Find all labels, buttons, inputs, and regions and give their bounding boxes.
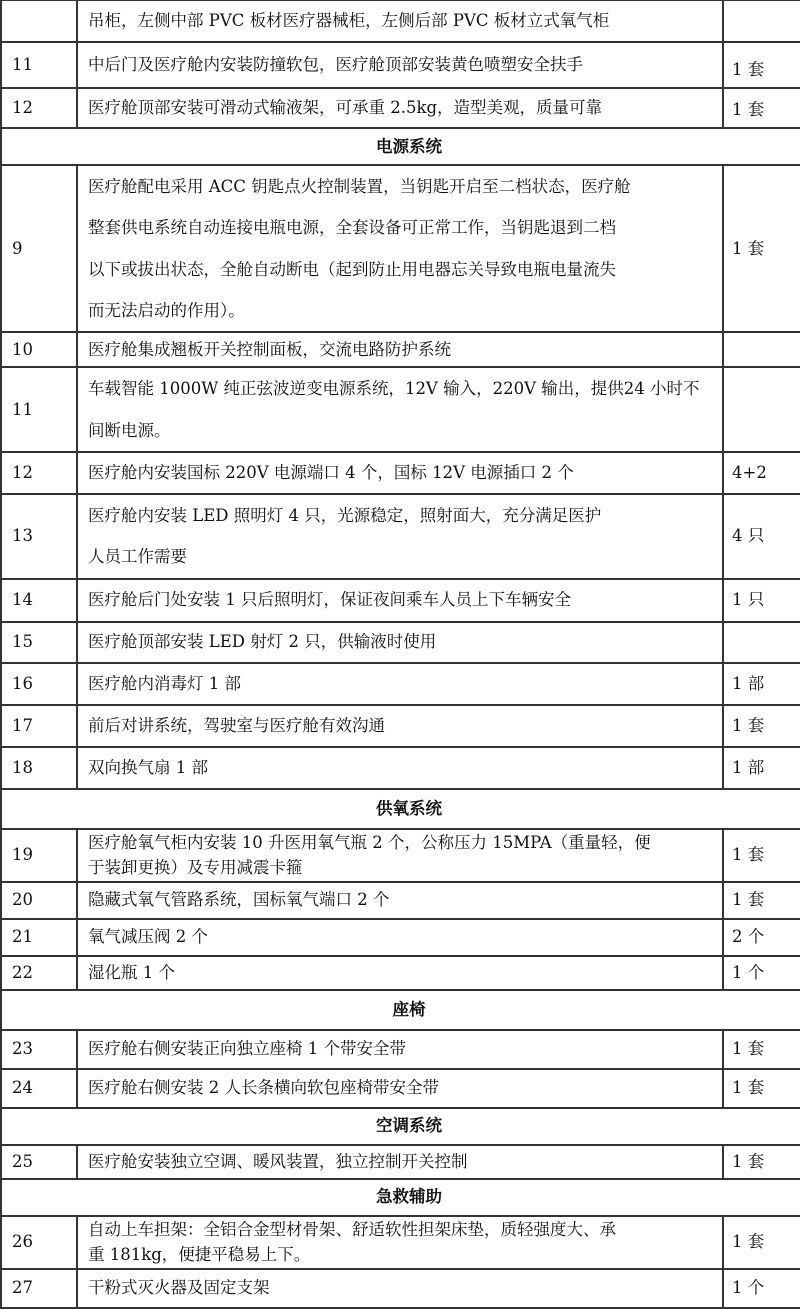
table-body <box>1 0 800 1308</box>
table-row <box>1 367 800 452</box>
item-quantity: 1 套 <box>723 1069 800 1108</box>
item-number: 25 <box>1 1145 77 1179</box>
item-quantity: 1 套 <box>723 88 800 128</box>
section-title: 空调系统 <box>1 1108 800 1145</box>
item-description <box>77 0 723 42</box>
item-number: 22 <box>1 956 77 990</box>
item-description <box>77 1269 723 1308</box>
item-quantity: 1 套 <box>723 165 800 332</box>
description-line: 中后门及医疗舱内安装防撞软包，医疗舱顶部安装黄色喷塑安全扶手 <box>88 55 583 75</box>
item-description <box>77 705 723 747</box>
description-line: 氧气减压阀 2 个 <box>88 927 208 947</box>
description-line: 医疗舱氧气柜内安装 10 升医用氧气瓶 2 个，公称压力 15MPA（重量轻，便 <box>88 832 651 852</box>
item-description <box>77 88 723 128</box>
description-line: 医疗舱顶部安装 LED 射灯 2 只，供输液时使用 <box>88 632 437 652</box>
item-number: 13 <box>1 494 77 579</box>
description-line: 医疗舱集成翘板开关控制面板，交流电路防护系统 <box>88 339 451 359</box>
description-line: 间断电源。 <box>88 420 171 440</box>
description-line: 医疗舱右侧安装 2 人长条横向软包座椅带安全带 <box>88 1078 439 1098</box>
table-row <box>1 332 800 367</box>
item-number: 20 <box>1 882 77 919</box>
description-line: 双向换气扇 1 部 <box>88 757 208 777</box>
section-title: 急救辅助 <box>1 1179 800 1216</box>
item-description <box>77 452 723 494</box>
item-quantity: 1 个 <box>723 956 800 990</box>
table-row <box>1 829 800 882</box>
item-description <box>77 494 723 579</box>
table-row <box>1 452 800 494</box>
item-description <box>77 367 723 452</box>
table-row <box>1 579 800 622</box>
item-quantity: 1 套 <box>723 705 800 747</box>
table-row <box>1 705 800 747</box>
item-number: 19 <box>1 829 77 882</box>
item-number: 23 <box>1 1030 77 1069</box>
section-header-row <box>1 1108 800 1145</box>
table-row <box>1 1145 800 1179</box>
description-line: 医疗舱右侧安装正向独立座椅 1 个带安全带 <box>88 1039 406 1059</box>
item-number: 10 <box>1 332 77 367</box>
item-description <box>77 829 723 882</box>
table-row <box>1 1269 800 1308</box>
item-quantity: 1 套 <box>723 1145 800 1179</box>
item-quantity: 1 部 <box>723 663 800 705</box>
section-header-row <box>1 789 800 829</box>
description-line: 干粉式灭火器及固定支架 <box>88 1278 270 1298</box>
description-line: 隐藏式氧气管路系统，国标氧气端口 2 个 <box>88 890 390 910</box>
table-row <box>1 0 800 42</box>
description-line: 医疗舱安装独立空调、暖风装置，独立控制开关控制 <box>88 1151 468 1171</box>
section-title: 供氧系统 <box>1 789 800 829</box>
table-row <box>1 42 800 88</box>
description-line: 自动上车担架：全铝合金型材骨架、舒适软性担架床垫，质轻强度大、承 <box>88 1219 616 1239</box>
table-row <box>1 663 800 705</box>
table-row <box>1 1030 800 1069</box>
table-row <box>1 956 800 990</box>
item-quantity: 1 只 <box>723 579 800 622</box>
item-number: 17 <box>1 705 77 747</box>
item-quantity: 4 只 <box>723 494 800 579</box>
table-row <box>1 622 800 663</box>
item-quantity: 2 个 <box>723 919 800 956</box>
item-description <box>77 165 723 332</box>
description-line: 车载智能 1000W 纯正弦波逆变电源系统，12V 输入，220V 输出，提供24 小时不 <box>88 379 700 399</box>
description-line: 前后对讲系统，驾驶室与医疗舱有效沟通 <box>88 715 385 735</box>
item-description <box>77 332 723 367</box>
section-title: 座椅 <box>1 990 800 1030</box>
description-line: 湿化瓶 1 个 <box>88 962 175 982</box>
table-row <box>1 747 800 789</box>
description-line: 医疗舱配电采用 ACC 钥匙点火控制装置，当钥匙开启至二档状态，医疗舱 <box>88 177 631 196</box>
item-number: 9 <box>1 165 77 332</box>
description-line: 而无法启动的作用）。 <box>88 300 245 320</box>
section-header-row <box>1 128 800 165</box>
description-line: 医疗舱内消毒灯 1 部 <box>88 673 241 693</box>
item-number: 24 <box>1 1069 77 1108</box>
item-quantity: 1 套 <box>723 882 800 919</box>
description-line: 医疗舱内安装 LED 照明灯 4 只，光源稳定，照射面大，充分满足医护 <box>88 506 602 525</box>
item-description <box>77 956 723 990</box>
item-number: 21 <box>1 919 77 956</box>
item-description <box>77 882 723 919</box>
description-line: 医疗舱内安装国标 220V 电源端口 4 个，国标 12V 电源插口 2 个 <box>88 463 574 483</box>
item-number: 11 <box>1 367 77 452</box>
item-description <box>77 622 723 663</box>
table-row <box>1 919 800 956</box>
section-title: 电源系统 <box>1 128 800 165</box>
item-number: 26 <box>1 1216 77 1269</box>
item-quantity <box>723 0 800 42</box>
item-quantity <box>723 622 800 663</box>
item-quantity <box>723 332 800 367</box>
item-quantity: 1 套 <box>723 1216 800 1269</box>
item-description <box>77 42 723 88</box>
table-row <box>1 494 800 579</box>
table-row <box>1 882 800 919</box>
table-row <box>1 1216 800 1269</box>
item-description <box>77 1145 723 1179</box>
item-number: 27 <box>1 1269 77 1308</box>
item-description <box>77 1069 723 1108</box>
description-line: 重 181kg，便捷平稳易上下。 <box>88 1245 311 1265</box>
description-line: 整套供电系统自动连接电瓶电源，全套设备可正常工作，当钥匙退到二档 <box>88 218 616 238</box>
item-description <box>77 663 723 705</box>
item-quantity: 1 套 <box>723 42 800 88</box>
item-description <box>77 579 723 622</box>
item-description <box>77 1030 723 1069</box>
section-header-row <box>1 990 800 1030</box>
item-number: 18 <box>1 747 77 789</box>
item-description <box>77 747 723 789</box>
table-row <box>1 1069 800 1108</box>
item-quantity <box>723 367 800 452</box>
item-quantity: 1 套 <box>723 1030 800 1069</box>
table-row <box>1 88 800 128</box>
item-quantity: 4+2 <box>723 452 800 494</box>
table-row <box>1 165 800 332</box>
item-description <box>77 1216 723 1269</box>
item-number: 12 <box>1 452 77 494</box>
description-line: 以下或拔出状态，全舱自动断电（起到防止用电器忘关导致电瓶电量流失 <box>88 259 616 279</box>
item-number <box>1 0 77 42</box>
item-quantity: 1 套 <box>723 829 800 882</box>
item-number: 15 <box>1 622 77 663</box>
section-header-row <box>1 1179 800 1216</box>
description-line: 吊柜，左侧中部 PVC 板材医疗器械柜，左侧后部 PVC 板材立式氧气柜 <box>88 11 610 31</box>
item-quantity: 1 部 <box>723 747 800 789</box>
description-line: 人员工作需要 <box>88 547 187 567</box>
description-line: 于装卸更换）及专用减震卡箍 <box>88 858 303 878</box>
item-number: 16 <box>1 663 77 705</box>
item-number: 14 <box>1 579 77 622</box>
item-description <box>77 919 723 956</box>
item-number: 12 <box>1 88 77 128</box>
description-line: 医疗舱后门处安装 1 只后照明灯，保证夜间乘车人员上下车辆安全 <box>88 590 571 610</box>
item-number: 11 <box>1 42 77 88</box>
item-quantity: 1 个 <box>723 1269 800 1308</box>
description-line: 医疗舱顶部安装可滑动式输液架，可承重 2.5kg，造型美观，质量可靠 <box>88 98 603 118</box>
